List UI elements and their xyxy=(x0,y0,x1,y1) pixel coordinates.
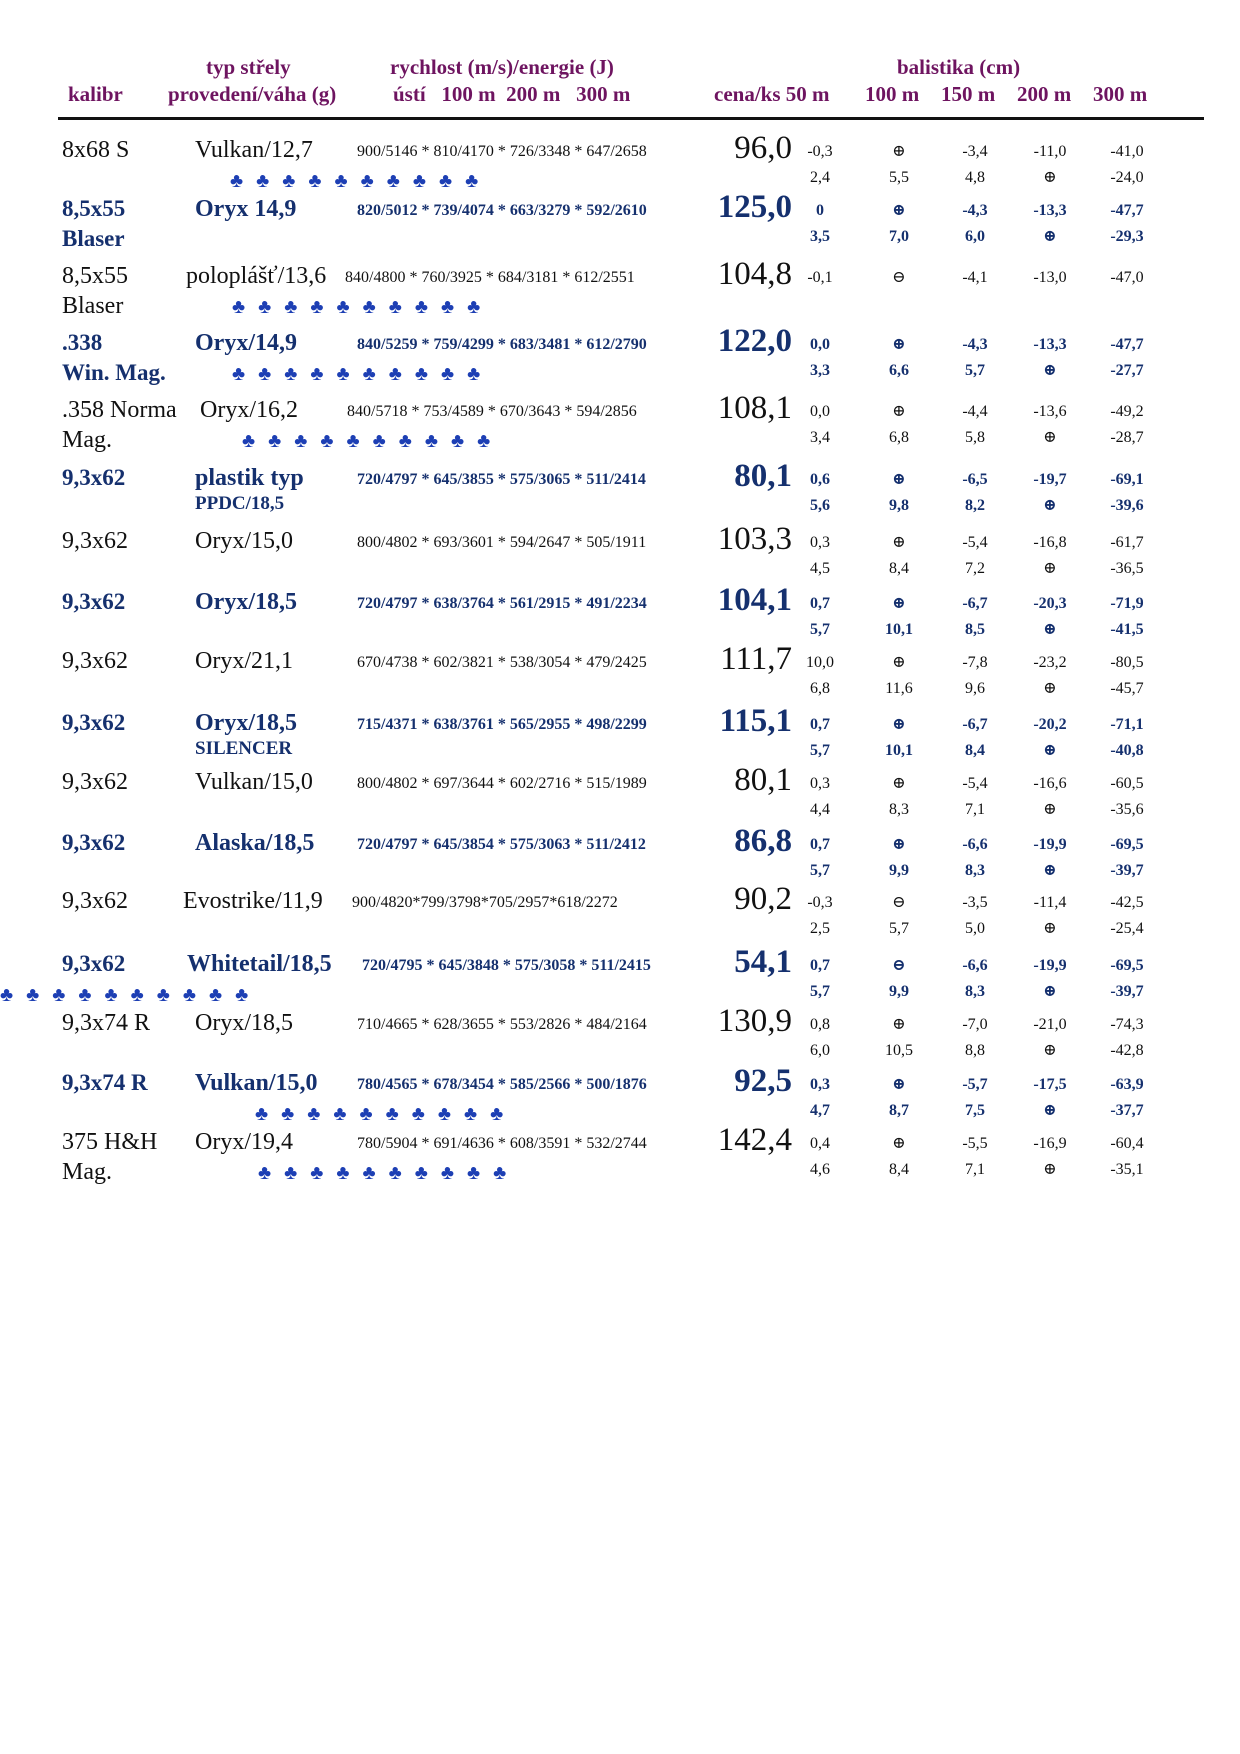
ballistics-value: -0,3 xyxy=(807,894,833,911)
ballistics-value: -39,6 xyxy=(1110,497,1144,514)
ballistics-value: 0,3 xyxy=(810,775,830,792)
ballistics-value: 9,9 xyxy=(889,862,909,879)
header-ballistics-200: 200 m xyxy=(1017,82,1072,106)
ballistics-value: 11,6 xyxy=(885,680,913,697)
bullet-type: Oryx/19,4 xyxy=(195,1129,293,1155)
ballistics-value: -29,3 xyxy=(1110,228,1144,245)
ballistics-value: -16,9 xyxy=(1033,1135,1067,1152)
ballistics-value: -13,6 xyxy=(1033,403,1067,420)
header-ballistics-300: 300 m xyxy=(1093,82,1148,106)
bullet-type: Vulkan/12,7 xyxy=(195,137,313,163)
ballistics-value: 5,5 xyxy=(889,169,909,186)
ballistics-value: -11,4 xyxy=(1033,894,1067,911)
ballistics-value: 5,7 xyxy=(810,862,830,879)
ballistics-value: 0,6 xyxy=(810,471,830,488)
zero-point-icon: ⊕ xyxy=(892,716,906,733)
zero-point-icon: ⊕ xyxy=(892,202,906,219)
price-per-piece: 103,3 xyxy=(717,521,792,557)
rating-clubs: ♣♣♣♣♣♣♣♣♣♣ xyxy=(230,170,492,192)
ballistics-value: -3,4 xyxy=(962,143,988,160)
rating-clubs: ♣♣♣♣♣♣♣♣♣♣ xyxy=(242,430,504,452)
ballistics-value: -69,5 xyxy=(1110,957,1144,974)
ballistics-value: -5,4 xyxy=(962,534,988,551)
ballistics-value: -42,8 xyxy=(1110,1042,1144,1059)
caliber-name: 9,3x62 xyxy=(62,528,128,554)
ballistics-value: 4,6 xyxy=(810,1161,830,1178)
velocity-energy: 720/4797 * 645/3855 * 575/3065 * 511/2414 xyxy=(357,471,646,488)
ballistics-value: -0,1 xyxy=(807,269,833,286)
ballistics-value: -40,8 xyxy=(1110,742,1144,759)
header-ballistics-100: 100 m xyxy=(865,82,920,106)
zero-point-icon: ⊕ xyxy=(892,836,906,853)
ballistics-value: -13,0 xyxy=(1033,269,1067,286)
ballistics-value: 0,8 xyxy=(810,1016,830,1033)
ballistics-value: 3,3 xyxy=(810,362,830,379)
ballistics-value: 0,7 xyxy=(810,957,830,974)
zero-point-icon: ⊕ xyxy=(1043,680,1057,697)
caliber-name: 8,5x55 xyxy=(62,196,126,221)
ballistics-value: 8,4 xyxy=(889,1161,909,1178)
price-per-piece: 130,9 xyxy=(717,1003,792,1039)
ballistics-value: -0,3 xyxy=(807,143,833,160)
ballistics-value: 0,7 xyxy=(810,716,830,733)
header-price-50m: cena/ks 50 m xyxy=(714,82,830,106)
ballistics-value: -71,9 xyxy=(1110,595,1144,612)
zero-point-icon: ⊕ xyxy=(1043,228,1057,245)
zero-point-icon: ⊕ xyxy=(1043,1102,1057,1119)
ballistics-value: -6,5 xyxy=(962,471,988,488)
zero-point-icon: ⊕ xyxy=(1043,1042,1057,1059)
ballistics-value: 7,1 xyxy=(965,1161,985,1178)
ballistics-value: 8,5 xyxy=(965,621,985,638)
ballistics-value: -61,7 xyxy=(1110,534,1144,551)
ballistics-value: -6,6 xyxy=(962,957,988,974)
ballistics-value: 7,0 xyxy=(889,228,909,245)
velocity-energy: 840/5259 * 759/4299 * 683/3481 * 612/2790 xyxy=(357,336,647,353)
ballistics-value: 2,4 xyxy=(810,169,830,186)
caliber-name: 8x68 S xyxy=(62,137,130,163)
price-per-piece: 104,8 xyxy=(717,256,792,292)
zero-point-icon: ⊕ xyxy=(892,775,906,792)
ballistics-value: -5,7 xyxy=(962,1076,988,1093)
ballistics-value: -3,5 xyxy=(962,894,988,911)
caliber-name: .358 Norma xyxy=(62,397,177,423)
zero-point-icon: ⊕ xyxy=(1043,1161,1057,1178)
ballistics-value: -35,6 xyxy=(1110,801,1144,818)
caliber-name: .338 xyxy=(62,330,103,355)
price-per-piece: 125,0 xyxy=(717,189,792,225)
zero-point-icon: ⊕ xyxy=(892,654,906,671)
ballistics-value: 10,1 xyxy=(885,742,913,759)
ballistics-value: -27,7 xyxy=(1110,362,1144,379)
header-ballistics-top: balistika (cm) xyxy=(897,55,1021,79)
ballistics-value: -16,6 xyxy=(1033,775,1067,792)
ballistics-value: -21,0 xyxy=(1033,1016,1067,1033)
price-per-piece: 80,1 xyxy=(734,762,792,798)
header-velocity-top: rychlost (m/s)/energie (J) xyxy=(390,55,614,79)
ballistics-value: -47,7 xyxy=(1110,202,1144,219)
ballistics-value: 8,4 xyxy=(965,742,985,759)
ballistics-value: -19,9 xyxy=(1033,836,1067,853)
zero-point-icon: ⊕ xyxy=(1043,429,1057,446)
zero-point-icon: ⊕ xyxy=(892,143,906,160)
price-per-piece: 80,1 xyxy=(734,458,792,494)
bullet-type: Alaska/18,5 xyxy=(195,830,315,856)
caliber-name-line2: Win. Mag. xyxy=(62,360,166,385)
velocity-energy: 840/5718 * 753/4589 * 670/3643 * 594/2856 xyxy=(347,403,637,420)
price-per-piece: 86,8 xyxy=(734,823,792,859)
velocity-energy: 710/4665 * 628/3655 * 553/2826 * 484/2164 xyxy=(357,1016,647,1033)
ballistics-value: -6,7 xyxy=(962,595,988,612)
zero-point-icon: ⊕ xyxy=(1043,362,1057,379)
zero-point-icon: ⊕ xyxy=(1043,742,1057,759)
velocity-energy: 900/4820*799/3798*705/2957*618/2272 xyxy=(352,894,618,911)
header-divider xyxy=(58,117,1204,120)
bullet-type: Oryx/15,0 xyxy=(195,528,293,554)
ballistics-value: -20,3 xyxy=(1033,595,1067,612)
ballistics-value: 5,7 xyxy=(810,621,830,638)
ballistics-value: -74,3 xyxy=(1110,1016,1144,1033)
ballistics-value: 6,6 xyxy=(889,362,909,379)
ballistics-value: -13,3 xyxy=(1033,336,1067,353)
ballistics-value: 0,0 xyxy=(810,403,830,420)
ballistics-value: 8,7 xyxy=(889,1102,909,1119)
caliber-name: 9,3x62 xyxy=(62,710,126,735)
ballistics-value: 8,3 xyxy=(889,801,909,818)
zero-point-icon: ⊕ xyxy=(1043,169,1057,186)
ballistics-value: 0,0 xyxy=(810,336,830,353)
ballistics-value: -49,2 xyxy=(1110,403,1144,420)
rating-clubs: ♣♣♣♣♣♣♣♣♣♣ xyxy=(232,296,494,318)
header-ballistics-150: 150 m xyxy=(941,82,996,106)
caliber-name-line2: Mag. xyxy=(62,427,112,453)
ballistics-value: -5,4 xyxy=(962,775,988,792)
price-per-piece: 111,7 xyxy=(720,641,792,677)
bullet-type: Vulkan/15,0 xyxy=(195,1070,318,1096)
ballistics-value: 5,0 xyxy=(965,920,985,937)
ballistics-value: 6,8 xyxy=(810,680,830,697)
ballistics-value: -24,0 xyxy=(1110,169,1144,186)
bullet-type: Oryx/18,5 xyxy=(195,589,297,615)
ballistics-value: -16,8 xyxy=(1033,534,1067,551)
price-per-piece: 122,0 xyxy=(717,323,792,359)
caliber-name-line2: Blaser xyxy=(62,293,124,319)
ballistics-value: 5,7 xyxy=(965,362,985,379)
ballistics-value: -19,7 xyxy=(1033,471,1067,488)
ballistics-value: -69,1 xyxy=(1110,471,1144,488)
velocity-energy: 670/4738 * 602/3821 * 538/3054 * 479/2425 xyxy=(357,654,647,671)
ballistics-value: -45,7 xyxy=(1110,680,1144,697)
bullet-type: Oryx/21,1 xyxy=(195,648,293,674)
zero-point-icon: ⊕ xyxy=(892,1076,906,1093)
bullet-type: plastik typ xyxy=(195,465,304,491)
caliber-name: 9,3x74 R xyxy=(62,1010,151,1036)
ballistics-value: -19,9 xyxy=(1033,957,1067,974)
header-type: provedení/váha (g) xyxy=(168,82,337,106)
ballistics-value: -6,6 xyxy=(962,836,988,853)
ballistics-value: -28,7 xyxy=(1110,429,1144,446)
ballistics-value: -42,5 xyxy=(1110,894,1144,911)
ballistics-value: -39,7 xyxy=(1110,983,1144,1000)
ballistics-value: 9,9 xyxy=(889,983,909,1000)
ballistics-value: -39,7 xyxy=(1110,862,1144,879)
ballistics-value: 10,0 xyxy=(806,654,834,671)
caliber-name-line2: Blaser xyxy=(62,226,125,251)
velocity-energy: 720/4797 * 638/3764 * 561/2915 * 491/2234 xyxy=(357,595,647,612)
zero-point-icon: ⊕ xyxy=(1043,920,1057,937)
ballistics-value: 7,5 xyxy=(965,1102,985,1119)
ballistics-value: 9,8 xyxy=(889,497,909,514)
bullet-type-line2: SILENCER xyxy=(195,738,293,759)
header-type-top: typ střely xyxy=(206,55,291,79)
header-caliber: kalibr xyxy=(68,82,123,106)
zero-point-icon: ⊕ xyxy=(1043,862,1057,879)
ballistics-value: -37,7 xyxy=(1110,1102,1144,1119)
ballistics-value: 10,1 xyxy=(885,621,913,638)
bullet-type: Oryx 14,9 xyxy=(195,196,297,222)
ballistics-value: -71,1 xyxy=(1110,716,1144,733)
velocity-energy: 780/5904 * 691/4636 * 608/3591 * 532/2744 xyxy=(357,1135,647,1152)
zero-point-icon: ⊕ xyxy=(892,336,906,353)
bullet-type: Oryx/18,5 xyxy=(195,710,297,736)
caliber-name: 9,3x74 R xyxy=(62,1070,148,1095)
ballistics-value: 0,7 xyxy=(810,595,830,612)
ballistics-value: -69,5 xyxy=(1110,836,1144,853)
velocity-energy: 900/5146 * 810/4170 * 726/3348 * 647/2658 xyxy=(357,143,647,160)
zero-point-icon: ⊕ xyxy=(892,1135,906,1152)
ballistics-value: -6,7 xyxy=(962,716,988,733)
ballistics-value: 5,7 xyxy=(810,742,830,759)
ballistics-value: -80,5 xyxy=(1110,654,1144,671)
price-per-piece: 96,0 xyxy=(734,130,792,166)
ballistics-value: 0,7 xyxy=(810,836,830,853)
ballistics-value: 5,7 xyxy=(810,983,830,1000)
bullet-type-line2: PPDC/18,5 xyxy=(195,493,285,514)
price-per-piece: 90,2 xyxy=(734,881,792,917)
zero-point-icon: ⊕ xyxy=(1043,801,1057,818)
ballistics-value: -25,4 xyxy=(1110,920,1144,937)
bullet-type: Oryx/18,5 xyxy=(195,1010,293,1036)
caliber-name: 9,3x62 xyxy=(62,830,126,855)
ballistics-value: 5,7 xyxy=(889,920,909,937)
ballistics-value: -5,5 xyxy=(962,1135,988,1152)
ballistics-value: -41,0 xyxy=(1110,143,1144,160)
ballistics-value: -4,4 xyxy=(962,403,988,420)
zero-point-icon: ⊕ xyxy=(1043,621,1057,638)
price-per-piece: 115,1 xyxy=(719,703,792,739)
ballistics-value: -41,5 xyxy=(1110,621,1144,638)
ballistics-value: -13,3 xyxy=(1033,202,1067,219)
price-per-piece: 142,4 xyxy=(717,1122,792,1158)
ballistics-value: 8,3 xyxy=(965,983,985,1000)
caliber-name-line2: Mag. xyxy=(62,1159,112,1185)
ballistics-value: -4,3 xyxy=(962,202,988,219)
ballistics-value: -60,5 xyxy=(1110,775,1144,792)
zero-point-icon: ⊕ xyxy=(892,1016,906,1033)
ballistics-value: -20,2 xyxy=(1033,716,1067,733)
ballistics-value: 0,3 xyxy=(810,534,830,551)
ballistics-value: -36,5 xyxy=(1110,560,1144,577)
ballistics-value: 3,5 xyxy=(810,228,830,245)
bullet-type: Vulkan/15,0 xyxy=(195,769,313,795)
header-velocity: ústí 100 m 200 m 300 m xyxy=(393,82,631,106)
ballistics-value: -47,0 xyxy=(1110,269,1144,286)
ballistics-value: -60,4 xyxy=(1110,1135,1144,1152)
ballistics-value: -7,8 xyxy=(962,654,988,671)
ballistics-value: 0,4 xyxy=(810,1135,830,1152)
zero-point-icon: ⊕ xyxy=(892,595,906,612)
velocity-energy: 780/4565 * 678/3454 * 585/2566 * 500/1876 xyxy=(357,1076,647,1093)
ballistics-value: 8,3 xyxy=(965,862,985,879)
ballistics-value: 4,4 xyxy=(810,801,830,818)
ballistics-value: -4,1 xyxy=(962,269,988,286)
ballistics-value: 6,0 xyxy=(810,1042,830,1059)
ballistics-value: 0 xyxy=(816,202,824,219)
zero-point-icon: ⊕ xyxy=(892,403,906,420)
zero-point-icon: ⊕ xyxy=(892,471,906,488)
rating-clubs: ♣♣♣♣♣♣♣♣♣♣ xyxy=(255,1103,517,1125)
rating-clubs: ♣♣♣♣♣♣♣♣♣♣ xyxy=(232,363,494,385)
price-per-piece: 54,1 xyxy=(734,944,792,980)
zero-point-icon: ⊕ xyxy=(1043,497,1057,514)
velocity-energy: 720/4795 * 645/3848 * 575/3058 * 511/2415 xyxy=(362,957,651,974)
price-per-piece: 104,1 xyxy=(717,582,792,618)
velocity-energy: 720/4797 * 645/3854 * 575/3063 * 511/2412 xyxy=(357,836,646,853)
ballistics-value: -4,3 xyxy=(962,336,988,353)
ballistics-value: 5,6 xyxy=(810,497,830,514)
caliber-name: 375 H&H xyxy=(62,1129,158,1155)
ballistics-value: 2,5 xyxy=(810,920,830,937)
bullet-type: Oryx/16,2 xyxy=(200,397,298,423)
zero-minus-icon: ⊖ xyxy=(892,957,906,974)
ballistics-value: -23,2 xyxy=(1033,654,1067,671)
rating-clubs: ♣♣♣♣♣♣♣♣♣♣ xyxy=(0,984,262,1006)
bullet-type: Oryx/14,9 xyxy=(195,330,297,356)
velocity-energy: 800/4802 * 693/3601 * 594/2647 * 505/1911 xyxy=(357,534,647,551)
price-per-piece: 92,5 xyxy=(734,1063,792,1099)
ballistics-value: 10,5 xyxy=(885,1042,913,1059)
ballistics-value: 7,1 xyxy=(965,801,985,818)
ballistics-value: 6,0 xyxy=(965,228,985,245)
zero-point-icon: ⊕ xyxy=(892,534,906,551)
ballistics-value: 8,4 xyxy=(889,560,909,577)
zero-minus-icon: ⊖ xyxy=(892,894,906,911)
ballistics-value: 5,8 xyxy=(965,429,985,446)
ballistics-value: -47,7 xyxy=(1110,336,1144,353)
caliber-name: 9,3x62 xyxy=(62,888,128,914)
ballistics-value: -35,1 xyxy=(1110,1161,1144,1178)
ballistics-value: 4,8 xyxy=(965,169,985,186)
velocity-energy: 715/4371 * 638/3761 * 565/2955 * 498/2299 xyxy=(357,716,647,733)
zero-minus-icon: ⊖ xyxy=(892,269,906,286)
velocity-energy: 800/4802 * 697/3644 * 602/2716 * 515/1989 xyxy=(357,775,647,792)
ballistics-value: 4,7 xyxy=(810,1102,830,1119)
zero-point-icon: ⊕ xyxy=(1043,560,1057,577)
ballistics-value: -63,9 xyxy=(1110,1076,1144,1093)
ballistics-value: 3,4 xyxy=(810,429,830,446)
bullet-type: Whitetail/18,5 xyxy=(187,951,332,977)
ballistics-value: 4,5 xyxy=(810,560,830,577)
ballistics-value: 7,2 xyxy=(965,560,985,577)
caliber-name: 9,3x62 xyxy=(62,589,126,614)
price-per-piece: 108,1 xyxy=(717,390,792,426)
ballistics-value: 6,8 xyxy=(889,429,909,446)
ballistics-value: 0,3 xyxy=(810,1076,830,1093)
velocity-energy: 820/5012 * 739/4074 * 663/3279 * 592/2610 xyxy=(357,202,647,219)
caliber-name: 8,5x55 xyxy=(62,263,128,289)
ballistics-value: 8,2 xyxy=(965,497,985,514)
ballistics-value: 8,8 xyxy=(965,1042,985,1059)
ballistics-value: -7,0 xyxy=(962,1016,988,1033)
ballistics-value: -17,5 xyxy=(1033,1076,1067,1093)
rating-clubs: ♣♣♣♣♣♣♣♣♣♣ xyxy=(258,1162,520,1184)
ballistics-value: 9,6 xyxy=(965,680,985,697)
caliber-name: 9,3x62 xyxy=(62,648,128,674)
velocity-energy: 840/4800 * 760/3925 * 684/3181 * 612/2551 xyxy=(345,269,635,286)
ballistics-value: -11,0 xyxy=(1033,143,1067,160)
bullet-type: Evostrike/11,9 xyxy=(183,888,323,914)
bullet-type: poloplášť/13,6 xyxy=(186,263,327,289)
caliber-name: 9,3x62 xyxy=(62,951,126,976)
caliber-name: 9,3x62 xyxy=(62,465,126,490)
zero-point-icon: ⊕ xyxy=(1043,983,1057,1000)
caliber-name: 9,3x62 xyxy=(62,769,128,795)
